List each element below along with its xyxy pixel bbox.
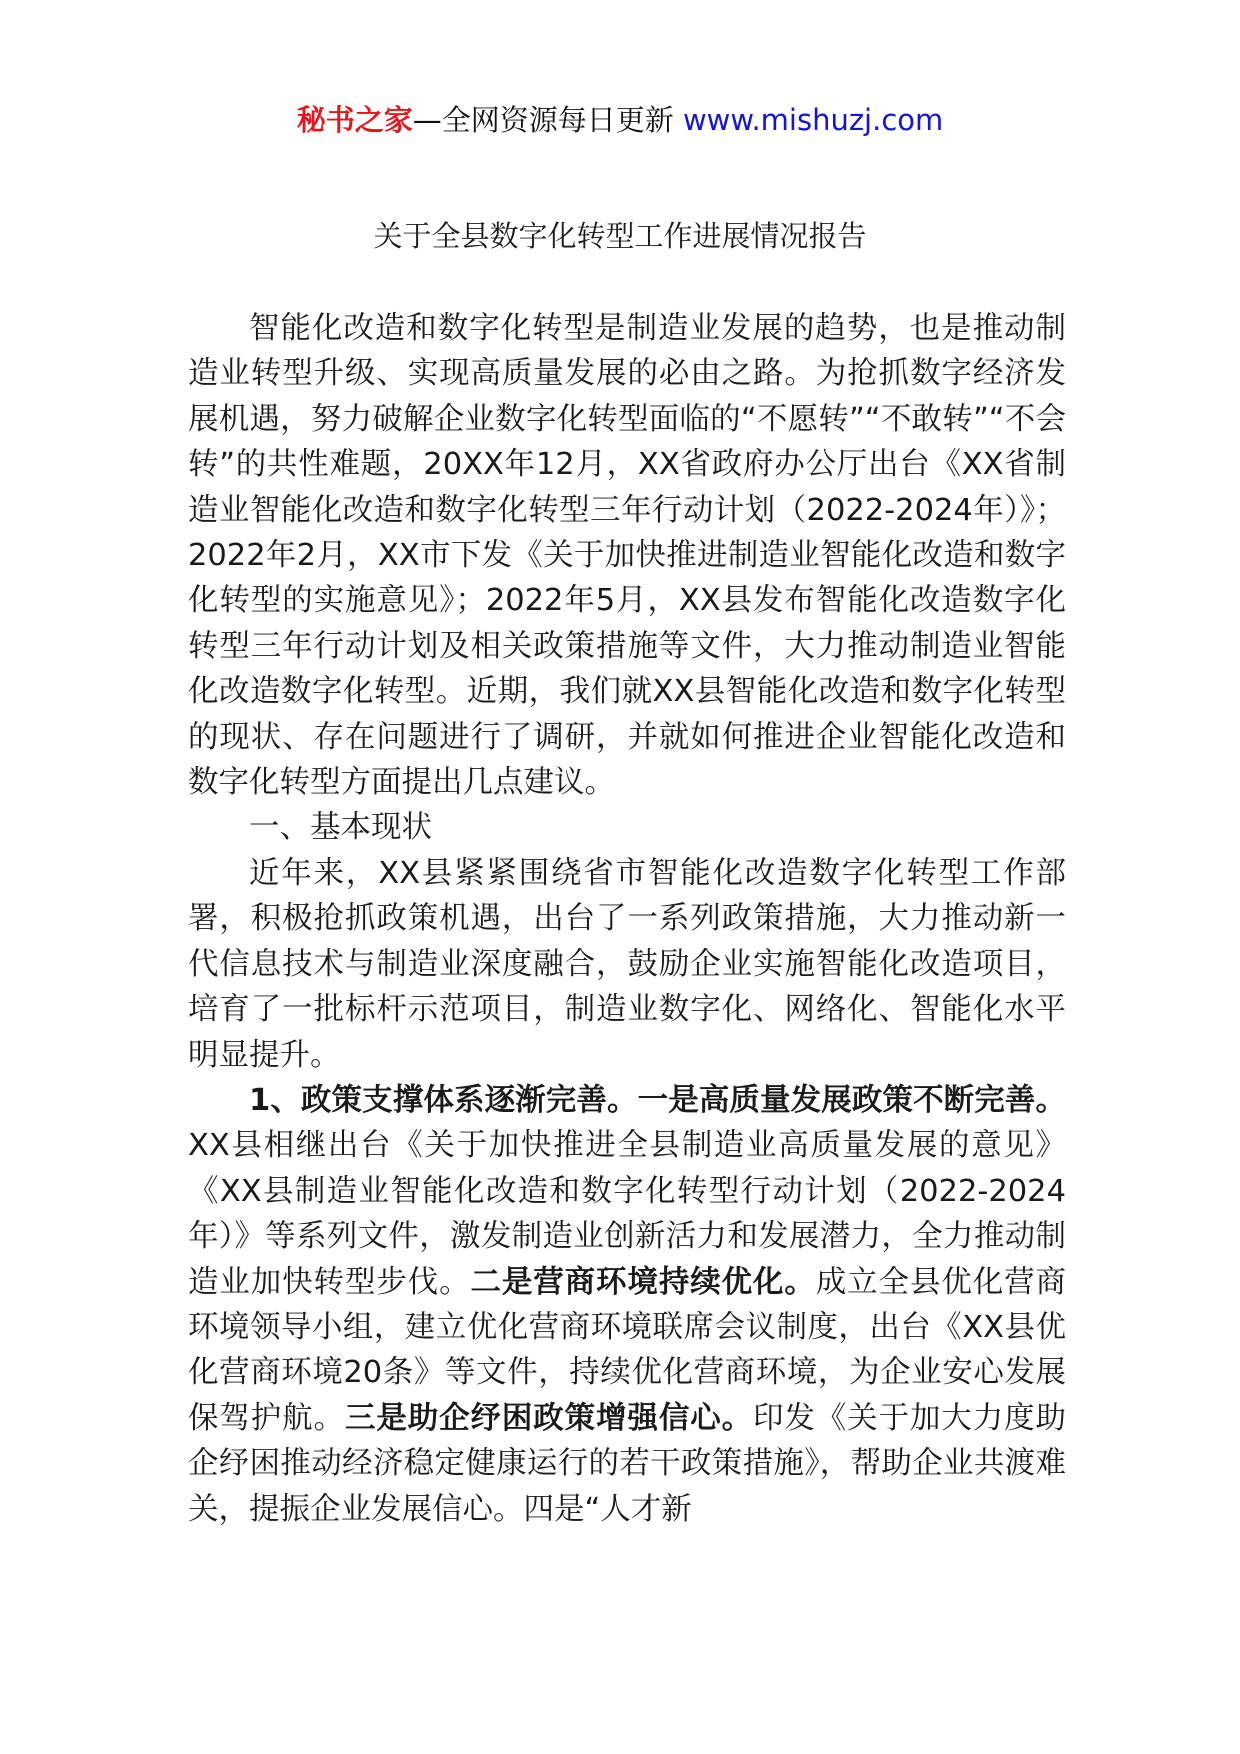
- sub-text-2: 成立全县优化营商环境领导小组，建立优化营商环境联席会议制度，出台《XX县优化营商环境20条》等文件，持续优化营商环境，为企业安心发展保驾护航。: [188, 1264, 1067, 1436]
- basic-status-paragraph: 近年来，XX县紧紧围绕省市智能化改造数字化转型工作部署，积极抢抓政策机遇，出台了一系列政策措施，大力推动新一代信息技术与制造业深度融合，鼓励企业实施智能化改造项目，培育了一批标杆示范项目，制造业数字化、网络化、智能化水平明显提升。: [188, 855, 1066, 1073]
- site-url-link[interactable]: www.mishuzj.com: [682, 103, 944, 137]
- sub-heading-1: 一是高质量发展政策不断完善。: [637, 1082, 1066, 1118]
- section-heading-basic-status: 一、基本现状: [249, 810, 432, 846]
- sub-heading-2: 二是营商环境持续优化。: [470, 1264, 816, 1300]
- sub-heading-3: 三是助企纾困政策增强信心。: [344, 1400, 754, 1436]
- intro-paragraph: 智能化改造和数字化转型是制造业发展的趋势，也是推动制造业转型升级、实现高质量发展的必由之路。为抢抓数字经济发展机遇，努力破解企业数字化转型面临的“不愿转”“不敢转”“不会转”的共性难题，20XX年12月，XX省政府办公厅出台《XX省制造业智能化改造和数字化转型三年行动计划（2022-2024年）》；2022年2月，XX市下发《关于加快推进制造业智能化改造和数字化转型的实施意见》；2022年5月，XX县发布智能化改造数字化转型三年行动计划及相关政策措施等文件，大力推动制造业智能化改造数字化转型。近期，我们就XX县智能化改造和数字化转型的现状、存在问题进行了调研，并就如何推进企业智能化改造和数字化转型方面提出几点建议。: [188, 311, 1066, 801]
- policy-support-paragraph: [188, 1078, 1066, 1532]
- point-heading: 1、政策支撑体系逐渐完善。: [249, 1082, 638, 1118]
- sub-text-3: 印发《关于加大力度助企纾困推动经济稳定健康运行的若干政策措施》，帮助企业共渡难关，提振企业发展信心。: [188, 1400, 1067, 1527]
- document-body: [188, 306, 1066, 1532]
- sub-text-1: XX县相继出台《关于加快推进全县制造业高质量发展的意见》《XX县制造业智能化改造和数字化转型行动计划（2022-2024年）》等系列文件，激发制造业创新活力和发展潜力，全力推动制造业加快转型步伐。: [188, 1128, 1066, 1300]
- sub-text-4: 四是“人才新: [523, 1491, 692, 1527]
- document-title: 关于全县数字化转型工作进展情况报告: [373, 219, 867, 253]
- site-tagline: —全网资源每日更新: [412, 103, 683, 137]
- site-brand: 秘书之家: [296, 103, 413, 137]
- site-header: [0, 100, 1240, 140]
